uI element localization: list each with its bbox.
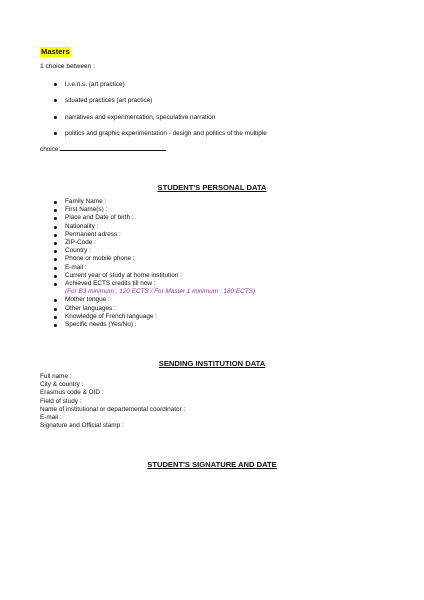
list-item xyxy=(40,264,380,272)
bullet-icon xyxy=(54,316,57,319)
bullet-icon xyxy=(54,275,57,278)
list-item xyxy=(40,113,380,122)
option-text: politics and graphic experimentation - design and politics of the multiple xyxy=(65,130,267,138)
field-label: Mother tongue : xyxy=(65,296,110,304)
field-label: Other languages : xyxy=(65,304,116,312)
list-item xyxy=(40,406,380,414)
bullet-icon xyxy=(54,283,57,286)
list-item xyxy=(40,255,380,263)
bullet-icon xyxy=(54,242,57,245)
bullet-icon xyxy=(54,217,57,220)
field-label: Full name : xyxy=(40,373,72,380)
field-label: Permanent adress : xyxy=(65,230,121,238)
field-label: First Name(s) : xyxy=(65,206,108,214)
signature-title-text: STUDENT'S SIGNATURE AND DATE xyxy=(147,460,277,469)
field-label: Specific needs (Yes/No) : xyxy=(65,321,137,329)
bullet-icon xyxy=(54,299,57,302)
bullet-icon xyxy=(54,324,57,327)
field-label: Name of institutional or departemental coordinator : xyxy=(40,405,186,413)
credits-note xyxy=(40,288,380,296)
field-label: Current year of study at home institution : xyxy=(65,271,182,279)
list-item xyxy=(40,414,380,422)
option-text: situated practices (art practice) xyxy=(65,97,153,105)
field-label: Field of study : xyxy=(40,397,82,405)
field-label: City & country : xyxy=(40,381,84,389)
masters-heading: Masters xyxy=(41,47,70,56)
field-label: Place and Date of birth : xyxy=(65,214,134,222)
bullet-icon xyxy=(54,99,57,102)
field-label: ZIP-Code : xyxy=(65,239,96,247)
masters-options-list xyxy=(40,80,380,146)
bullet-icon xyxy=(54,250,57,253)
list-item xyxy=(40,206,380,214)
list-item xyxy=(40,129,380,138)
sending-institution-list xyxy=(40,373,380,430)
field-label: Phone or mobile phone : xyxy=(65,255,135,263)
bullet-icon xyxy=(54,83,57,86)
choice-blank-field[interactable] xyxy=(60,144,166,151)
credits-note-text: (For B3 minimum : 120 ECTS / For Master 1 minimum : 180 ECTS) xyxy=(65,288,255,296)
personal-data-title xyxy=(0,183,424,193)
field-label: Country : xyxy=(65,247,91,255)
list-item xyxy=(40,80,380,89)
field-label: Signature and Official stamp : xyxy=(40,422,124,430)
personal-data-title-text: STUDENT'S PERSONAL DATA xyxy=(157,183,267,192)
bullet-icon xyxy=(54,267,57,270)
sending-institution-title xyxy=(0,359,424,369)
field-label: Knowledge of French language : xyxy=(65,312,158,320)
list-item xyxy=(40,296,380,304)
sending-institution-title-text: SENDING INSTITUTION DATA xyxy=(158,359,266,368)
list-item xyxy=(40,96,380,105)
list-item xyxy=(40,223,380,231)
bullet-icon xyxy=(54,308,57,311)
field-label: E-mail : xyxy=(65,263,87,271)
list-item xyxy=(40,247,380,255)
option-text: l.i.e.n.s. (art practice) xyxy=(65,81,125,88)
field-label: Nationality : xyxy=(65,222,99,230)
list-item xyxy=(40,214,380,222)
bullet-icon xyxy=(54,201,57,204)
field-label: E-mail : xyxy=(40,414,62,422)
list-item xyxy=(40,381,380,389)
signature-title xyxy=(0,460,424,470)
personal-data-list xyxy=(40,198,380,329)
list-item xyxy=(40,321,380,329)
list-item xyxy=(40,398,380,406)
list-item xyxy=(40,280,380,288)
choice-intro: 1 choice between : xyxy=(40,63,95,70)
bullet-icon xyxy=(54,132,57,135)
bullet-icon xyxy=(54,209,57,212)
field-label: Erasmus code & OID : xyxy=(40,389,104,397)
list-item xyxy=(40,389,380,397)
list-item xyxy=(40,272,380,280)
bullet-icon xyxy=(54,226,57,229)
field-label: Family Name : xyxy=(65,198,107,205)
option-text: narratives and experimentation, speculative narration xyxy=(65,113,216,121)
list-item xyxy=(40,239,380,247)
list-item xyxy=(40,313,380,321)
choice-label: choice: xyxy=(40,146,61,153)
bullet-icon xyxy=(54,234,57,237)
list-item xyxy=(40,231,380,239)
list-item xyxy=(40,373,380,381)
choice-line xyxy=(40,144,166,154)
bullet-icon xyxy=(54,116,57,119)
field-label: Achieved ECTS credits till now : xyxy=(65,280,156,288)
list-item xyxy=(40,422,380,430)
bullet-icon xyxy=(54,258,57,261)
list-item xyxy=(40,198,380,206)
list-item xyxy=(40,305,380,313)
